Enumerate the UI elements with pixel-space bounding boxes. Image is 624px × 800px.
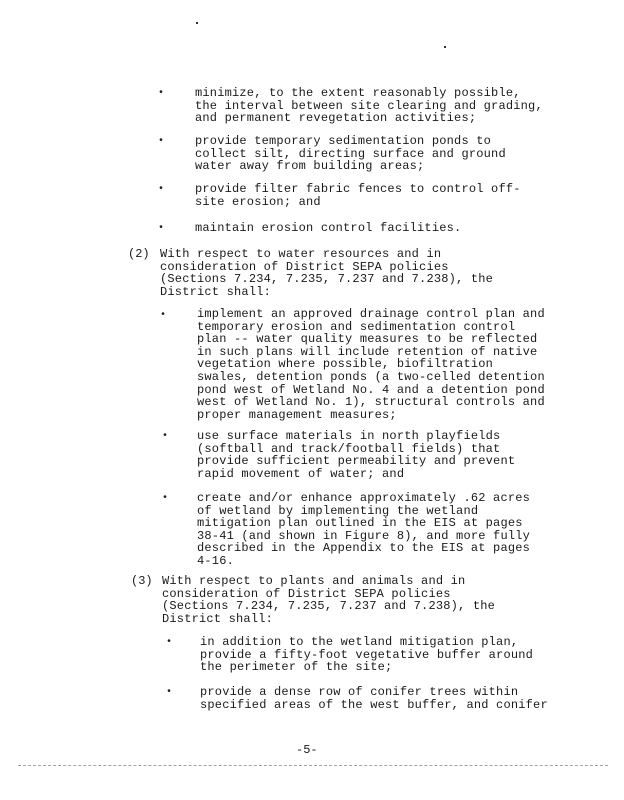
bullet-mark: • bbox=[162, 431, 169, 442]
bullet-text: in addition to the wetland mitigation plan, provide a fifty-foot vegetative buffer around the perimeter of the site; bbox=[200, 635, 534, 675]
bullet-text: provide a dense row of conifer trees within specified areas of the west buffer, and conifer bbox=[200, 685, 548, 712]
section-intro: With respect to plants and animals and in consideration of District SEPA policies (Sections 7.234, 7.235, 7.237 and 7.238), the District shall: bbox=[162, 574, 496, 626]
bullet-mark: • bbox=[162, 493, 169, 504]
footer-scan-line bbox=[18, 765, 608, 767]
bullet-text: minimize, to the extent reasonably possible, the interval between site clearing and grading, and permanent revegetation activities; bbox=[195, 86, 543, 126]
bullet-text: create and/or enhance approximately .62 acres of wetland by implementing the wetland mitigation plan outlined in the EIS at pages 38-41 (and shown in Figure 8), and more fully described in the Appendix to the EIS at pages 4-16. bbox=[197, 491, 531, 568]
bullet-mark: • bbox=[166, 687, 173, 698]
bullet-text: use surface materials in north playfields (softball and track/football fields) that provide sufficient permeability and prevent rapid movement of water; and bbox=[197, 429, 516, 481]
bullet-text: implement an approved drainage control plan and temporary erosion and sedimentation control plan -- water quality measures to be reflected in such plans will include retention of native vegetation where possible, biofiltration swales, detention ponds (a two-celled detention pond west of Wetland No. 4 and a detention pond west of Wetland No. 1), structural controls and proper management measures; bbox=[197, 307, 545, 422]
scan-speck bbox=[444, 46, 446, 48]
bullet-mark: • bbox=[158, 223, 165, 234]
section-number: (2) bbox=[128, 247, 150, 261]
bullet-mark: • bbox=[158, 184, 165, 195]
bullet-mark: • bbox=[158, 88, 165, 99]
bullet-text: provide temporary sedimentation ponds to collect silt, directing surface and ground water away from building areas; bbox=[195, 134, 506, 174]
bullet-mark: • bbox=[160, 310, 167, 321]
section-number: (3) bbox=[131, 574, 153, 588]
bullet-mark: • bbox=[166, 637, 173, 648]
bullet-text: maintain erosion control facilities. bbox=[195, 221, 462, 235]
scan-speck bbox=[196, 22, 198, 24]
bullet-text: provide filter fabric fences to control off- site erosion; and bbox=[195, 182, 521, 209]
bullet-mark: • bbox=[158, 136, 165, 147]
section-intro: With respect to water resources and in consideration of District SEPA policies (Sections 7.234, 7.235, 7.237 and 7.238), the District shall: bbox=[160, 247, 494, 299]
page-number: -5- bbox=[296, 743, 318, 757]
